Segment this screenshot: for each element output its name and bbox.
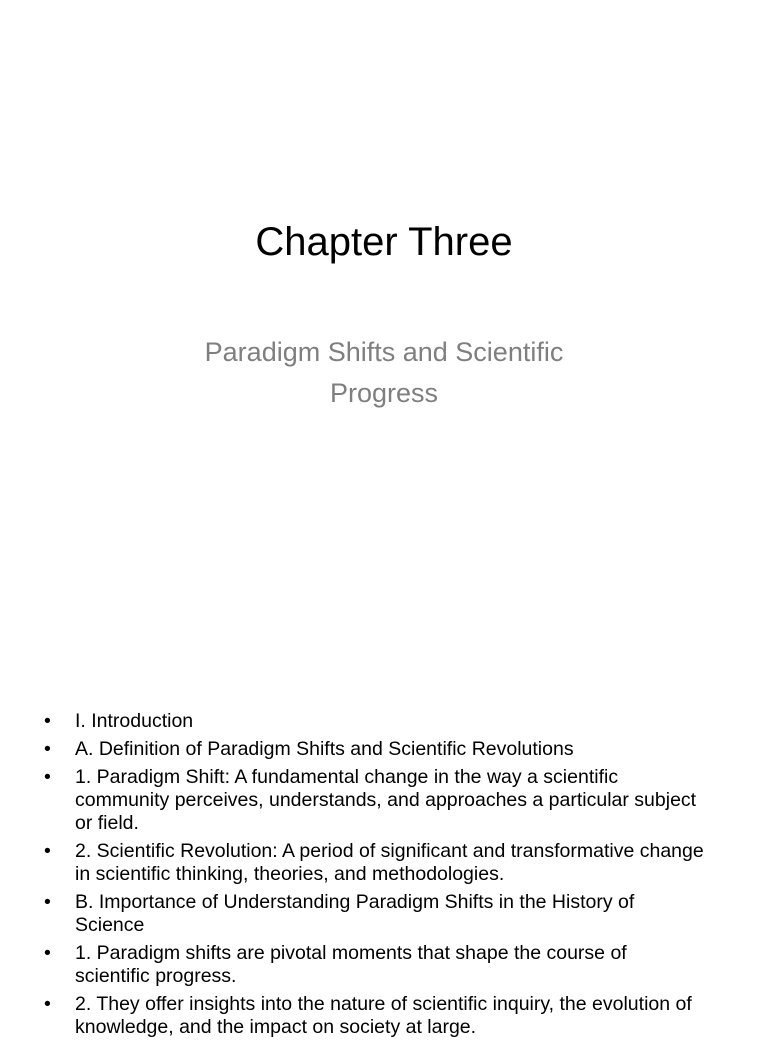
bullet-item — [44, 942, 704, 988]
bullet-icon: • — [44, 891, 51, 913]
bullet-icon: • — [44, 942, 51, 964]
bullet-text: 2. Scientific Revolution: A period of significant and transformative change in scientific thinking, theories, and methodologies. — [75, 840, 704, 885]
slide-title: Chapter Three — [255, 220, 513, 264]
bullet-list — [44, 710, 704, 1044]
bullet-icon: • — [44, 840, 51, 862]
bullet-icon: • — [44, 993, 51, 1015]
bullet-text: 1. Paradigm shifts are pivotal moments that shape the course of scientific progress. — [75, 942, 627, 987]
bullet-item — [44, 710, 704, 733]
bullet-item — [44, 993, 704, 1039]
bullet-text: 2. They offer insights into the nature of scientific inquiry, the evolution of knowledge, and the impact on society at large. — [75, 993, 692, 1038]
bullet-text: 1. Paradigm Shift: A fundamental change in the way a scientific community perceives, understands, and approaches a particular subject or field. — [75, 766, 697, 834]
bullet-icon: • — [44, 766, 51, 788]
bullet-item — [44, 766, 704, 835]
bullet-text: A. Definition of Paradigm Shifts and Scientific Revolutions — [75, 738, 574, 760]
bullet-text: B. Importance of Understanding Paradigm Shifts in the History of Science — [75, 891, 635, 936]
bullet-item — [44, 738, 704, 761]
bullet-item — [44, 840, 704, 886]
bullet-text: I. Introduction — [75, 710, 194, 732]
bullet-item — [44, 891, 704, 937]
bullet-icon: • — [44, 710, 51, 732]
bullet-icon: • — [44, 738, 51, 760]
slide-subtitle: Paradigm Shifts and Scientific Progress — [204, 337, 564, 408]
content-slide — [0, 576, 768, 1038]
